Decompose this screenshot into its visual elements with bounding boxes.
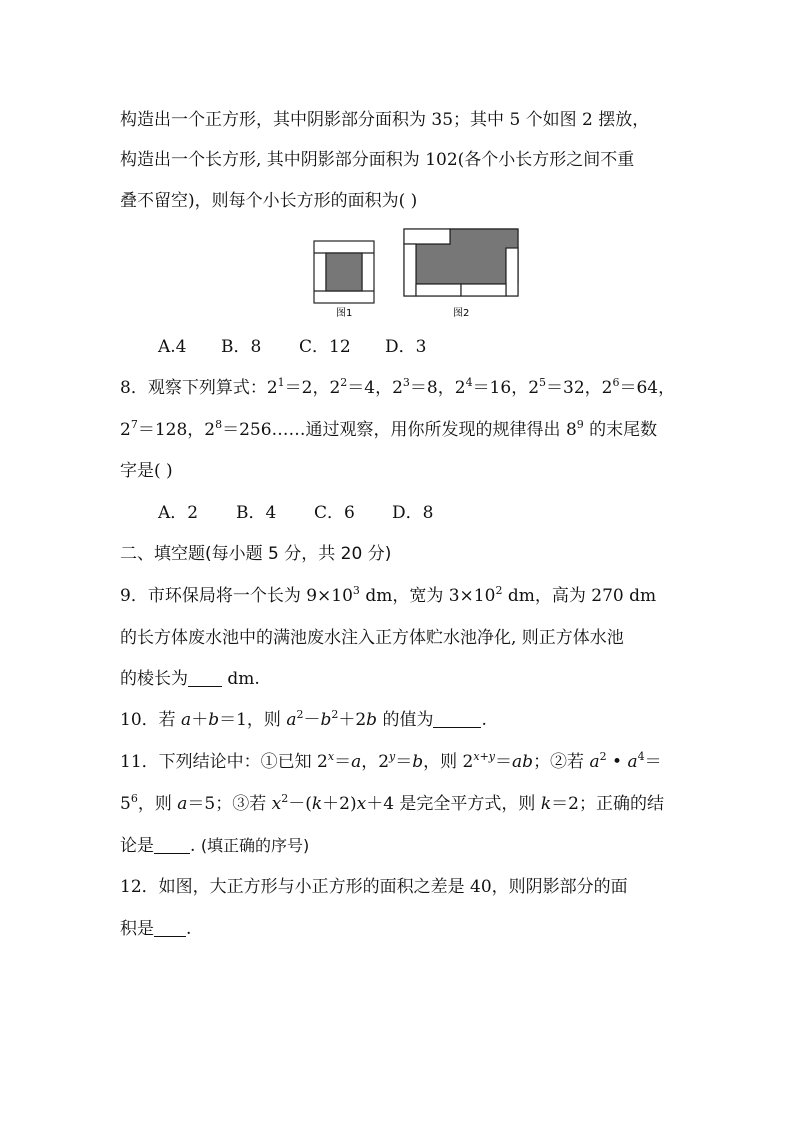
figure-1-shaded-square — [326, 253, 362, 291]
q10-answer-blank[interactable] — [433, 711, 481, 728]
figure-2-right-piece — [506, 248, 518, 296]
q11-line-1: 11．下列结论中：①已知 $2^x=a$，$2^y=b$，则 $2^{x+y}=ab$；②若 $a^2$ • $a^4=$ — [120, 750, 662, 772]
section-2-title: 二、填空题(每小题 5 分，共 20 分) — [120, 544, 392, 564]
q7-option-d: D．3 — [385, 337, 427, 357]
q7-line-1: 构造出一个正方形，其中阴影部分面积为 35；其中 5 个如图 2 摆放， — [120, 110, 650, 130]
q7-figure-svg — [300, 226, 530, 326]
q11-hint: (填正确的序号) — [200, 836, 310, 855]
q11-answer-blank[interactable] — [154, 837, 190, 854]
q11-line-3: 论是 . (填正确的序号) — [120, 836, 310, 856]
q7-option-b: B．8 — [221, 337, 262, 357]
q9-answer-blank[interactable] — [188, 670, 222, 687]
figure-2-top-piece — [404, 229, 450, 244]
q7-figures — [300, 226, 530, 326]
q12-line-1: 12．如图，大正方形与小正方形的面积之差是 40，则阴影部分的面 — [120, 877, 628, 897]
q8-option-b: B．4 — [236, 503, 277, 523]
figure-2 — [404, 229, 518, 319]
q8-line-2: $2^7=128$，$2^8=256\dots\dots$通过观察，用你所发现的规律得出 $8^9$ 的末尾数 — [120, 418, 658, 440]
figure-2-caption: 图2 — [453, 308, 470, 319]
q7-option-c: C．12 — [299, 337, 351, 357]
q12-answer-blank[interactable] — [154, 920, 186, 937]
figure-1 — [314, 241, 374, 319]
figure-1-caption: 图1 — [336, 308, 353, 319]
q8-option-c: C．6 — [314, 503, 355, 523]
q8-option-d: D．8 — [392, 503, 434, 523]
q8-option-a: A．2 — [158, 503, 199, 523]
figure-2-left-piece — [404, 244, 416, 296]
q12-line-2: 积是 . — [120, 919, 192, 939]
figure-2-bottom-right-piece — [461, 284, 506, 296]
q10-line: 10．若 a＋b＝1，则 $a^2-b^2+2b$ 的值为 . — [120, 708, 487, 730]
q7-line-3: 叠不留空)，则每个小长方形的面积为( ) — [120, 191, 418, 211]
figure-2-bottom-left-piece — [416, 284, 461, 296]
q8-line-3: 字是( ) — [120, 461, 173, 481]
q11-line-2: $5^6$，则 a＝5；③若 $x^2-(k+2)x+4$ 是完全平方式，则 k＝2；正确的结 — [120, 792, 664, 814]
q7-line-2: 构造出一个长方形, 其中阴影部分面积为 102(各个小长方形之间不重 — [120, 150, 635, 170]
q8-options — [158, 501, 433, 525]
q7-option-a: A.4 — [158, 337, 187, 357]
q9-line-2: 的长方体废水池中的满池废水注入正方体贮水池净化, 则正方体水池 — [120, 628, 624, 648]
q8-line-1: 8．观察下列算式：$2^1=2$，$2^2=4$，$2^3=8$，$2^4=16$，$2^5=32$，$2^6=64$， — [120, 376, 676, 398]
q9-line-1: 9．市环保局将一个长为 $9\times 10^3$ dm，宽为 $3\times 10^2$ dm，高为 270 dm — [120, 584, 657, 606]
q9-line-3: 的棱长为 dm. — [120, 669, 260, 689]
q7-options — [158, 335, 426, 359]
